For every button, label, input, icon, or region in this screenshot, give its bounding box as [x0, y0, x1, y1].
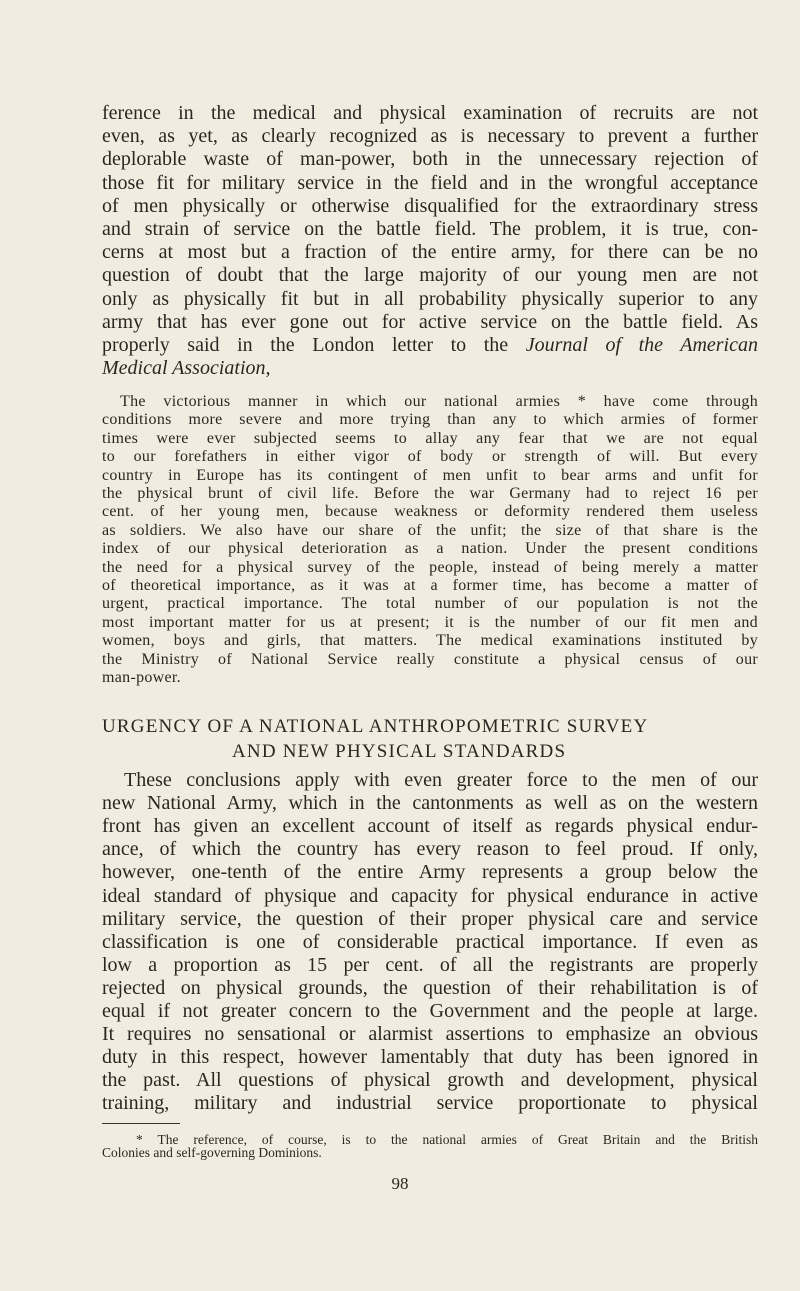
- text-line: of theoretical importance, as it was at a former time, has become a matter of: [102, 578, 758, 594]
- text-line: front has given an excellent account of itself as regards physical endur-: [102, 816, 758, 838]
- text-line: of men physically or otherwise disqualified for the extraordinary stress: [102, 195, 758, 217]
- text-line: army that has ever gone out for active service on the battle field. As: [102, 311, 758, 333]
- text-line: duty in this respect, however lamentably that duty has been ignored in: [102, 1047, 758, 1069]
- section-heading-line-1: URGENCY OF A NATIONAL ANTHROPOMETRIC SURVEY: [102, 716, 649, 737]
- text-line: cerns at most but a fraction of the entire army, for there can be no: [102, 242, 758, 264]
- text-line: question of doubt that the large majority of our young men are not: [102, 265, 758, 287]
- text-line: It requires no sensational or alarmist assertions to emphasize an obvious: [102, 1024, 758, 1046]
- text-line: only as physically fit but in all probability physically superior to any: [102, 288, 758, 310]
- page-number: 98: [391, 1174, 409, 1193]
- text-line: ference in the medical and physical examination of recruits are not: [102, 103, 758, 124]
- text-line: country in Europe has its contingent of men unfit to bear arms and unfit for: [102, 467, 758, 484]
- text-line: low a proportion as 15 per cent. of all the registrants are properly: [102, 954, 758, 976]
- text-line: new National Army, which in the cantonments as well as on the western: [102, 793, 758, 815]
- text-line: classification is one of considerable practical importance. If even as: [102, 931, 758, 953]
- text-line: the Ministry of National Service really constitute a physical census of our: [102, 651, 758, 668]
- text-line: cent. of her young men, because weakness or deformity rendered them useless: [102, 504, 758, 521]
- text-line: even, as yet, as clearly recognized as is necessary to prevent a further: [102, 126, 758, 148]
- text-line: training, military and industrial service proportionate to physical: [102, 1093, 758, 1115]
- text-line: ideal standard of physique and capacity for physical endurance in active: [102, 885, 758, 907]
- footnote-rule: [102, 1123, 180, 1124]
- journal-title-cont: Medical Association,: [102, 357, 271, 379]
- text-line: The victorious manner in which our national armies * have come through: [120, 394, 758, 410]
- text-line: ance, of which the country has every reason to feel proud. If only,: [102, 839, 758, 861]
- text-line: most important matter for us at present; it is the number of our fit men and: [102, 614, 758, 631]
- text-line: to our forefathers in either vigor of body or strength of will. But every: [102, 449, 758, 466]
- text-line: times were ever subjected seems to allay any fear that we are not equal: [102, 430, 758, 447]
- text-line: index of our physical deterioration as a nation. Under the present conditions: [102, 541, 758, 558]
- text-line: women, boys and girls, that matters. The medical examinations instituted by: [102, 633, 758, 650]
- text-line: [102, 358, 758, 378]
- text-line: however, one-tenth of the entire Army represents a group below the: [102, 862, 758, 884]
- footnote-line-1: * The reference, of course, is to the national armies of Great Britain and the British: [136, 1133, 758, 1147]
- text-line: rejected on physical grounds, the question of their rehabilitation is of: [102, 977, 758, 999]
- text-line: These conclusions apply with even greater force to the men of our: [124, 770, 758, 791]
- text-line: the need for a physical survey of the people, instead of being merely a matter: [102, 559, 758, 576]
- section-heading-line-2: AND NEW PHYSICAL STANDARDS: [232, 741, 567, 762]
- text-line: man-power.: [102, 669, 181, 686]
- text-line: equal if not greater concern to the Government and the people at large.: [102, 1001, 758, 1022]
- text-line: conditions more severe and more trying than any to which armies of former: [102, 412, 758, 429]
- text-line: and strain of service on the battle field. The problem, it is true, con-: [102, 219, 758, 240]
- text-line: the past. All questions of physical growth and development, physical: [102, 1070, 758, 1092]
- text-line: deplorable waste of man-power, both in the unnecessary rejection of: [102, 149, 758, 171]
- text-line: those fit for military service in the field and in the wrongful acceptance: [102, 172, 758, 194]
- text-line: military service, the question of their proper physical care and service: [102, 908, 758, 930]
- journal-title: Journal of the American: [525, 335, 758, 356]
- text-line: the physical brunt of civil life. Before the war Germany had to reject 16 per: [102, 486, 758, 502]
- text-plain: properly said in the London letter to the: [102, 335, 509, 356]
- footnote-line-2: Colonies and self-governing Dominions.: [102, 1145, 322, 1160]
- text-line: urgent, practical importance. The total number of our population is not the: [102, 596, 758, 613]
- text-line: as soldiers. We also have our share of the unfit; the size of that share is the: [102, 522, 758, 539]
